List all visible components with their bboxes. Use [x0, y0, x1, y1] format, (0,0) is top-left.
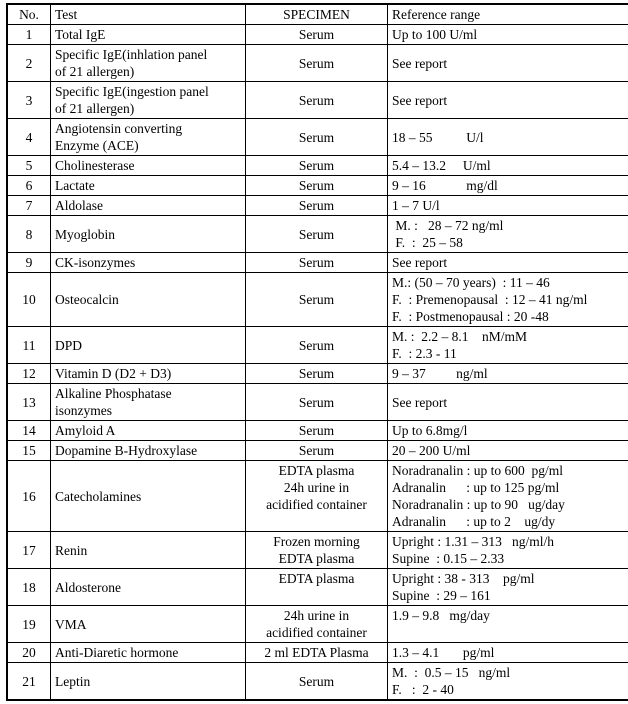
- cell-line: Specific IgE(inhlation panel: [55, 46, 241, 63]
- cell-line: 5: [12, 157, 46, 174]
- cell-range: [388, 461, 628, 532]
- cell-line: Serum: [250, 673, 383, 690]
- cell-line: 6: [12, 177, 46, 194]
- cell-line: 4: [12, 129, 46, 146]
- cell-range: [388, 253, 628, 273]
- cell-line: Total IgE: [55, 26, 241, 43]
- cell-line: of 21 allergen): [55, 100, 241, 117]
- cell-line: Dopamine B-Hydroxylase: [55, 442, 241, 459]
- cell-line: 7: [12, 197, 46, 214]
- cell-range: [388, 25, 628, 45]
- cell-specimen: [246, 441, 388, 461]
- cell-specimen: [246, 216, 388, 253]
- cell-line: Supine : 0.15 – 2.33: [392, 550, 628, 567]
- cell-no: [7, 606, 51, 643]
- table-row: [7, 441, 628, 461]
- cell-no: [7, 45, 51, 82]
- cell-line: See report: [392, 254, 628, 271]
- cell-line: Upright : 38 - 313 pg/ml: [392, 570, 628, 587]
- cell-test: [51, 25, 246, 45]
- cell-range: [388, 532, 628, 569]
- table-row: [7, 327, 628, 364]
- cell-specimen: [246, 119, 388, 156]
- cell-line: [250, 513, 383, 530]
- cell-line: 15: [12, 442, 46, 459]
- cell-line: M.: (50 – 70 years) : 11 – 46: [392, 274, 628, 291]
- cell-specimen: [246, 253, 388, 273]
- cell-line: 5.4 – 13.2 U/ml: [392, 157, 628, 174]
- cell-line: F. : Postmenopausal : 20 -48: [392, 308, 628, 325]
- table-row: [7, 532, 628, 569]
- cell-specimen: [246, 461, 388, 532]
- cell-test: [51, 569, 246, 606]
- cell-specimen: [246, 606, 388, 643]
- cell-range: [388, 156, 628, 176]
- cell-no: [7, 384, 51, 421]
- cell-range: [388, 421, 628, 441]
- table-header: [7, 4, 628, 25]
- cell-line: See report: [392, 55, 628, 72]
- cell-specimen: [246, 196, 388, 216]
- cell-line: See report: [392, 394, 628, 411]
- cell-line: Serum: [250, 254, 383, 271]
- table-row: [7, 663, 628, 701]
- cell-line: Myoglobin: [55, 226, 241, 243]
- cell-line: CK-isonzymes: [55, 254, 241, 271]
- table-row: [7, 461, 628, 532]
- cell-no: [7, 176, 51, 196]
- cell-line: 9 – 37 ng/ml: [392, 365, 628, 382]
- cell-specimen: [246, 663, 388, 701]
- cell-line: Serum: [250, 365, 383, 382]
- cell-line: Serum: [250, 177, 383, 194]
- cell-line: Serum: [250, 442, 383, 459]
- cell-line: 16: [12, 488, 46, 505]
- cell-line: Adranalin : up to 125 pg/ml: [392, 479, 628, 496]
- cell-line: Serum: [250, 55, 383, 72]
- cell-range: [388, 364, 628, 384]
- cell-specimen: [246, 273, 388, 327]
- cell-line: 9: [12, 254, 46, 271]
- cell-range: [388, 643, 628, 663]
- cell-no: [7, 461, 51, 532]
- cell-line: 13: [12, 394, 46, 411]
- cell-line: 2 ml EDTA Plasma: [250, 644, 383, 661]
- cell-line: 18: [12, 579, 46, 596]
- cell-line: F. : 2.3 - 11: [392, 345, 628, 362]
- cell-line: VMA: [55, 616, 241, 633]
- cell-line: 2: [12, 55, 46, 72]
- cell-line: Upright : 1.31 – 313 ng/ml/h: [392, 533, 628, 550]
- cell-test: [51, 253, 246, 273]
- cell-specimen: [246, 569, 388, 606]
- cell-line: Serum: [250, 157, 383, 174]
- cell-test: [51, 461, 246, 532]
- cell-line: Aldosterone: [55, 579, 241, 596]
- cell-line: F. : Premenopausal : 12 – 41 ng/ml: [392, 291, 628, 308]
- table-row: [7, 176, 628, 196]
- cell-line: Osteocalcin: [55, 291, 241, 308]
- cell-no: [7, 25, 51, 45]
- cell-line: acidified container: [250, 624, 383, 641]
- cell-line: Anti-Diaretic hormone: [55, 644, 241, 661]
- cell-line: 1: [12, 26, 46, 43]
- cell-line: Frozen morning: [250, 533, 383, 550]
- cell-specimen: [246, 327, 388, 364]
- cell-line: Supine : 29 – 161: [392, 587, 628, 604]
- cell-line: Serum: [250, 92, 383, 109]
- cell-test: [51, 441, 246, 461]
- cell-line: 18 – 55 U/l: [392, 129, 628, 146]
- cell-range: [388, 441, 628, 461]
- cell-line: Serum: [250, 129, 383, 146]
- cell-test: [51, 364, 246, 384]
- cell-line: 3: [12, 92, 46, 109]
- cell-line: acidified container: [250, 496, 383, 513]
- cell-line: Serum: [250, 337, 383, 354]
- cell-range: [388, 196, 628, 216]
- cell-no: [7, 253, 51, 273]
- cell-test: [51, 119, 246, 156]
- cell-no: [7, 82, 51, 119]
- cell-line: Vitamin D (D2 + D3): [55, 365, 241, 382]
- cell-specimen: [246, 45, 388, 82]
- cell-line: [250, 587, 383, 604]
- table-row: [7, 119, 628, 156]
- cell-line: EDTA plasma: [250, 550, 383, 567]
- cell-test: [51, 606, 246, 643]
- cell-line: Cholinesterase: [55, 157, 241, 174]
- cell-line: 24h urine in: [250, 607, 383, 624]
- cell-line: [392, 624, 628, 641]
- cell-line: EDTA plasma: [250, 462, 383, 479]
- cell-range: [388, 216, 628, 253]
- cell-line: Noradranalin : up to 90 ug/day: [392, 496, 628, 513]
- cell-line: 1.3 – 4.1 pg/ml: [392, 644, 628, 661]
- cell-line: Adranalin : up to 2 ug/dy: [392, 513, 628, 530]
- table-row: [7, 216, 628, 253]
- cell-no: [7, 273, 51, 327]
- cell-specimen: [246, 532, 388, 569]
- cell-range: [388, 569, 628, 606]
- cell-test: [51, 216, 246, 253]
- cell-test: [51, 643, 246, 663]
- cell-test: [51, 45, 246, 82]
- cell-no: [7, 421, 51, 441]
- cell-specimen: [246, 25, 388, 45]
- cell-range: [388, 663, 628, 701]
- header-row: [7, 4, 628, 25]
- table-row: [7, 421, 628, 441]
- cell-test: [51, 196, 246, 216]
- cell-line: M. : 0.5 – 15 ng/ml: [392, 664, 628, 681]
- cell-range: [388, 119, 628, 156]
- cell-line: Specific IgE(ingestion panel: [55, 83, 241, 100]
- cell-range: [388, 384, 628, 421]
- cell-line: of 21 allergen): [55, 63, 241, 80]
- cell-line: M. : 2.2 – 8.1 nM/mM: [392, 328, 628, 345]
- cell-line: 9 – 16 mg/dl: [392, 177, 628, 194]
- cell-line: Leptin: [55, 673, 241, 690]
- cell-line: DPD: [55, 337, 241, 354]
- cell-test: [51, 663, 246, 701]
- cell-line: 21: [12, 673, 46, 690]
- cell-test: [51, 327, 246, 364]
- table-row: [7, 606, 628, 643]
- cell-line: isonzymes: [55, 402, 241, 419]
- cell-no: [7, 569, 51, 606]
- table-row: [7, 156, 628, 176]
- cell-line: Serum: [250, 422, 383, 439]
- cell-specimen: [246, 384, 388, 421]
- cell-specimen: [246, 421, 388, 441]
- cell-line: 1.9 – 9.8 mg/day: [392, 607, 628, 624]
- cell-line: Up to 6.8mg/l: [392, 422, 628, 439]
- table-row: [7, 273, 628, 327]
- cell-line: Enzyme (ACE): [55, 137, 241, 154]
- table-row: [7, 569, 628, 606]
- cell-range: [388, 176, 628, 196]
- cell-no: [7, 156, 51, 176]
- cell-no: [7, 216, 51, 253]
- table-row: [7, 253, 628, 273]
- cell-specimen: [246, 176, 388, 196]
- cell-line: Serum: [250, 197, 383, 214]
- cell-line: 1 – 7 U/l: [392, 197, 628, 214]
- cell-line: 8: [12, 226, 46, 243]
- cell-test: [51, 421, 246, 441]
- cell-line: 17: [12, 542, 46, 559]
- cell-line: F. : 2 - 40: [392, 681, 628, 698]
- cell-no: [7, 196, 51, 216]
- cell-specimen: [246, 643, 388, 663]
- cell-range: [388, 327, 628, 364]
- cell-test: [51, 176, 246, 196]
- cell-line: Renin: [55, 542, 241, 559]
- table-body: [7, 25, 628, 701]
- cell-line: Noradranalin : up to 600 pg/ml: [392, 462, 628, 479]
- cell-no: [7, 364, 51, 384]
- cell-line: F. : 25 – 58: [392, 234, 628, 251]
- table-row: [7, 643, 628, 663]
- table-row: [7, 82, 628, 119]
- cell-no: [7, 663, 51, 701]
- cell-line: 12: [12, 365, 46, 382]
- table-row: [7, 384, 628, 421]
- cell-specimen: [246, 364, 388, 384]
- cell-specimen: [246, 82, 388, 119]
- table-row: [7, 364, 628, 384]
- cell-line: 10: [12, 291, 46, 308]
- cell-range: [388, 606, 628, 643]
- cell-line: Lactate: [55, 177, 241, 194]
- cell-line: Aldolase: [55, 197, 241, 214]
- header-specimen: SPECIMEN: [246, 4, 388, 25]
- cell-no: [7, 532, 51, 569]
- cell-no: [7, 327, 51, 364]
- header-reference-range: Reference range: [388, 4, 628, 25]
- lab-tests-table: [6, 3, 628, 701]
- cell-range: [388, 82, 628, 119]
- cell-line: Serum: [250, 291, 383, 308]
- cell-test: [51, 384, 246, 421]
- cell-line: Serum: [250, 394, 383, 411]
- cell-line: 20 – 200 U/ml: [392, 442, 628, 459]
- cell-line: 24h urine in: [250, 479, 383, 496]
- table-row: [7, 45, 628, 82]
- cell-line: 20: [12, 644, 46, 661]
- cell-range: [388, 45, 628, 82]
- table-row: [7, 25, 628, 45]
- cell-line: M. : 28 – 72 ng/ml: [392, 217, 628, 234]
- header-test: Test: [51, 4, 246, 25]
- cell-line: 11: [12, 337, 46, 354]
- cell-line: Up to 100 U/ml: [392, 26, 628, 43]
- cell-range: [388, 273, 628, 327]
- cell-line: Alkaline Phosphatase: [55, 385, 241, 402]
- cell-line: Angiotensin converting: [55, 120, 241, 137]
- cell-line: EDTA plasma: [250, 570, 383, 587]
- cell-test: [51, 532, 246, 569]
- cell-no: [7, 441, 51, 461]
- cell-line: 14: [12, 422, 46, 439]
- cell-no: [7, 119, 51, 156]
- cell-test: [51, 156, 246, 176]
- cell-line: Amyloid A: [55, 422, 241, 439]
- header-no: No.: [7, 4, 51, 25]
- cell-no: [7, 643, 51, 663]
- cell-specimen: [246, 156, 388, 176]
- cell-test: [51, 82, 246, 119]
- cell-test: [51, 273, 246, 327]
- cell-line: Serum: [250, 26, 383, 43]
- cell-line: Serum: [250, 226, 383, 243]
- cell-line: See report: [392, 92, 628, 109]
- cell-line: Catecholamines: [55, 488, 241, 505]
- table-row: [7, 196, 628, 216]
- cell-line: 19: [12, 616, 46, 633]
